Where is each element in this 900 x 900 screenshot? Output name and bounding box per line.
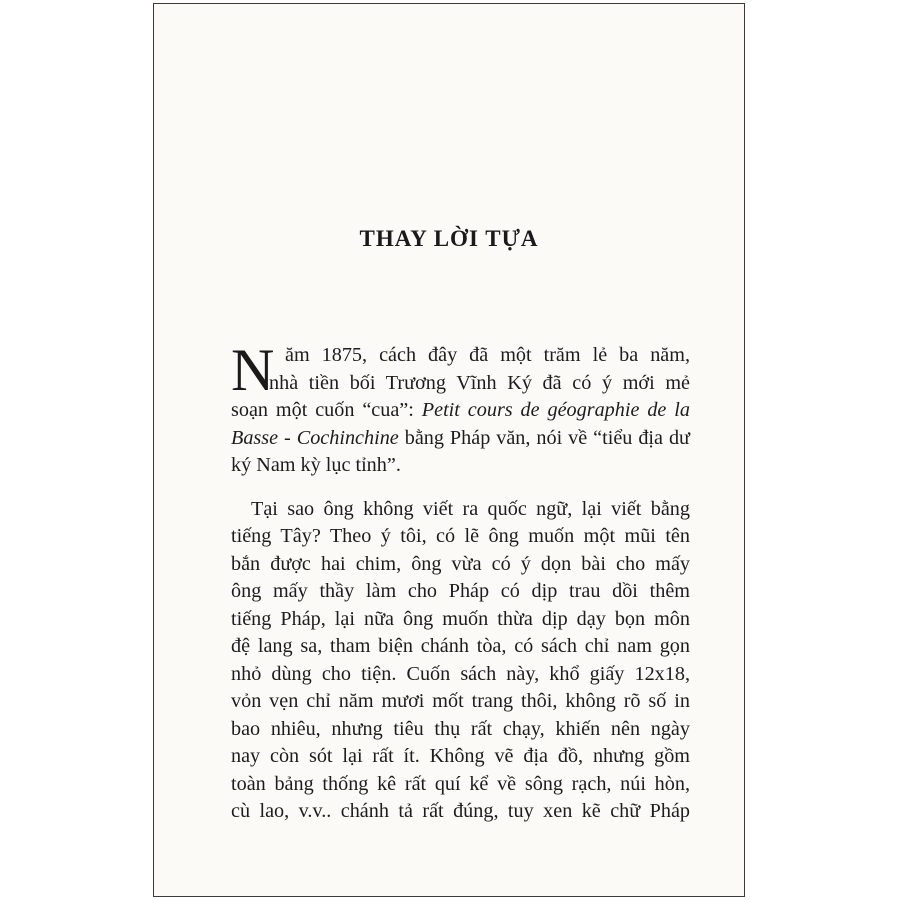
text-line: tiếng Tây? Theo ý tôi, có lẽ ông muốn một mũi tên — [231, 525, 690, 547]
text-line: vỏn vẹn chỉ năm mươi mốt trang thôi, không rõ số in — [231, 690, 690, 712]
page-title: THAY LỜI TỰA — [359, 226, 539, 251]
bleed-through-text — [224, 46, 694, 62]
text-line — [231, 425, 690, 453]
text-run: bằng Pháp văn, nói về “tiểu địa dư — [398, 426, 690, 449]
text-line: nhỏ dùng cho tiện. Cuốn sách này, khổ giấy 12x18, — [231, 662, 690, 685]
book-title-italic: Petit cours de géographie de la — [421, 399, 690, 421]
text-line: tiếng Pháp, lại nữa ông muốn thừa dịp dạy bọn môn — [231, 607, 690, 630]
text-run: soạn một cuốn “cua”: — [231, 399, 422, 421]
text-line: cù lao, v.v.. chánh tả rất đúng, tuy xen kẽ chữ Pháp — [231, 800, 690, 822]
text-line: bắn được hai chim, ông vừa có ý dọn bài cho mấy — [231, 552, 690, 575]
text-line: ký Nam kỳ lục tỉnh”. — [231, 454, 401, 476]
text-line: toàn bảng thống kê rất quí kể về sông rạch, núi hòn, — [231, 772, 690, 795]
text-line: đệ lang sa, tham biện chánh tòa, có sách chỉ nam gọn — [231, 635, 690, 657]
book-page — [153, 3, 745, 897]
text-line: ăm 1875, cách đây đã một trăm lẻ ba năm, — [285, 344, 690, 366]
text-line: Tại sao ông không viết ra quốc ngữ, lại viết bằng — [251, 497, 690, 520]
drop-cap: N — [231, 337, 275, 403]
book-title-italic: Basse - Cochinchine — [231, 426, 399, 449]
text-line: nay còn sót lại rất ít. Không vẽ địa đồ, nhưng gồm — [231, 745, 690, 767]
paragraph-1 — [231, 337, 690, 480]
text-line: nhà tiền bối Trương Vĩnh Ký đã có ý mới mẻ — [269, 371, 690, 394]
body-text — [231, 337, 690, 826]
paragraph-2 — [231, 496, 690, 826]
text-line: bao nhiêu, nhưng tiêu thụ rất chạy, khiến nên ngày — [231, 717, 690, 740]
text-line — [231, 397, 690, 425]
text-line: ông mấy thầy làm cho Pháp có dịp trau dồi thêm — [231, 580, 690, 602]
